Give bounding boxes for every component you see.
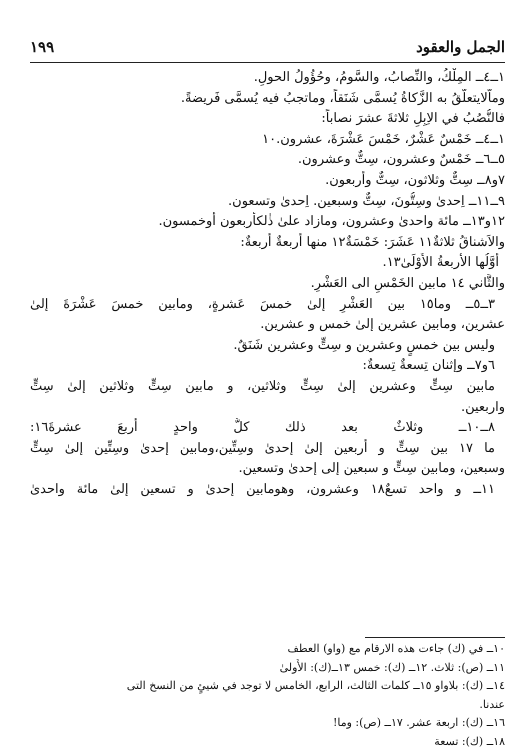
footnote: ١٤ــ (ك): بلاواو ١٥ــ كلمات الثالث، الرابع، الخامس لا توجد في شيئٍ من النسخ التى <box>126 679 505 693</box>
text-line: ٦و٧ــ وإثنان تِسعةٌ تِسعةٌ: <box>362 358 495 374</box>
text-line: ٥ــ٦ــ خَمْسٌ وعشرون، سِتٌّ وعشرون. <box>297 152 505 168</box>
text-line: ١ــ٤ــ المِلْكُ، والنِّصابُ، والسَّومُ، وحُؤُولُ الحولِ. <box>253 70 505 85</box>
text-line: فالنُّصُبُ في الاِبِلِ ثلاثةَ عشرَ نصاباً: <box>321 111 505 127</box>
text-line: عشرين، ومابين عشرين إلىٰ خمس و عشرين. <box>260 317 505 333</box>
text-line: وليس بين خمسٍ وعشرين و سِتٍّ وعشرين شَنَقٌ. <box>233 337 495 353</box>
footnote: عندنا. <box>479 697 505 711</box>
text-line: ٣ــ٥ــ وما١٥ بين العَشْرِ إلىٰ خمسَ عَشرةٍ، ومابين خمسَ عَشْرَةَ إلىٰ <box>30 296 495 312</box>
text-line: والاَشناقُ ثلاثةٌ١١ عَشَرَ: خَمْسَةٌ١٢ منها أربعةٌ أربعةٌ: <box>240 234 505 250</box>
text-line: ٨ــ١٠ــ وثلاثٌ بعد ذلك كلٌّ واحدٍ أربعَ عشرةَ١٦: <box>30 420 495 436</box>
footnote: ١٦ــ (ك): اربعة عشر. ١٧ــ (ص): وما! <box>332 716 505 730</box>
footnote-rule <box>365 637 505 638</box>
text-line: مابين سِتٍّ وعشرين إلىٰ سِتٍّ وثلاثين، و مابين سِتٍّ وثلاثين إلىٰ سِتٍّ <box>30 378 495 394</box>
text-line: ١١ــ و واحد تسعٌ١٨ وعشرون، وهومابين إحدىٰ و تسعين إلىٰ مائة واحدىٰ <box>30 481 495 497</box>
footnote: ١٨ــ (ك): تسعة <box>434 734 505 748</box>
text-line: وماّلايتعلَّقُ به الزَّكاةُ يُسمَّى شَنَقاً، وماتجبُ فيه يُسمَّى فَريضةً. <box>180 90 505 106</box>
footnotes <box>30 640 505 752</box>
text-line: ١ــ٤ــ خَمْسٌ عَشْرٌ، خَمْسَ عَشْرَةَ، عشرون.١٠ <box>262 131 505 147</box>
text-line: والثَّاني ١٤ مابين الخَمْسِ الى العَشْرِ. <box>310 275 505 291</box>
text-line: واربعين. <box>460 399 505 415</box>
header-rule <box>30 62 505 63</box>
footnote: ١٠ــ في (ك) جاءت هذه الارقام مع (واو) العطف <box>287 642 505 655</box>
footnote: ١١ــ (ص): ثلاث. ١٢ــ (ك): خمس ١٣ــ(ك): الأُولىٰ <box>279 660 505 674</box>
page-number: ١٩٩ <box>30 38 55 56</box>
page-header <box>30 38 505 60</box>
text-line: ما ١٧ بين سِتٍّ و أربعين إلىٰ إحدىٰ وسِتِّين،ومابين إحدىٰ وسِتِّين إلىٰ سِتٍّ <box>30 440 495 456</box>
text-line: ١٢و١٣ــ مائة واحدىٰ وعشرون، ومازاد علىٰ ذٰلكأربعون أوخمسون. <box>158 214 505 230</box>
text-line: وسبعين، ومابين سِتٍّ و سبعين إلى إحدىٰ وتسعين. <box>238 461 505 477</box>
text-line: ٧و٨ــ سِتٌّ وثلاثون، سِتٌّ وأربعون. <box>325 172 505 188</box>
text-line: ٩ــ١١ــ اِحدىٰ وسِتُّونَ، سِتٌّ وسبعين. اِحدىٰ وتسعون. <box>228 193 505 209</box>
main-text <box>30 68 505 500</box>
running-title: الجمل والعقود <box>416 38 505 56</box>
text-line: أَوَّلُها الأربعةُ الأُوْلَىٰ١٣. <box>382 255 499 271</box>
